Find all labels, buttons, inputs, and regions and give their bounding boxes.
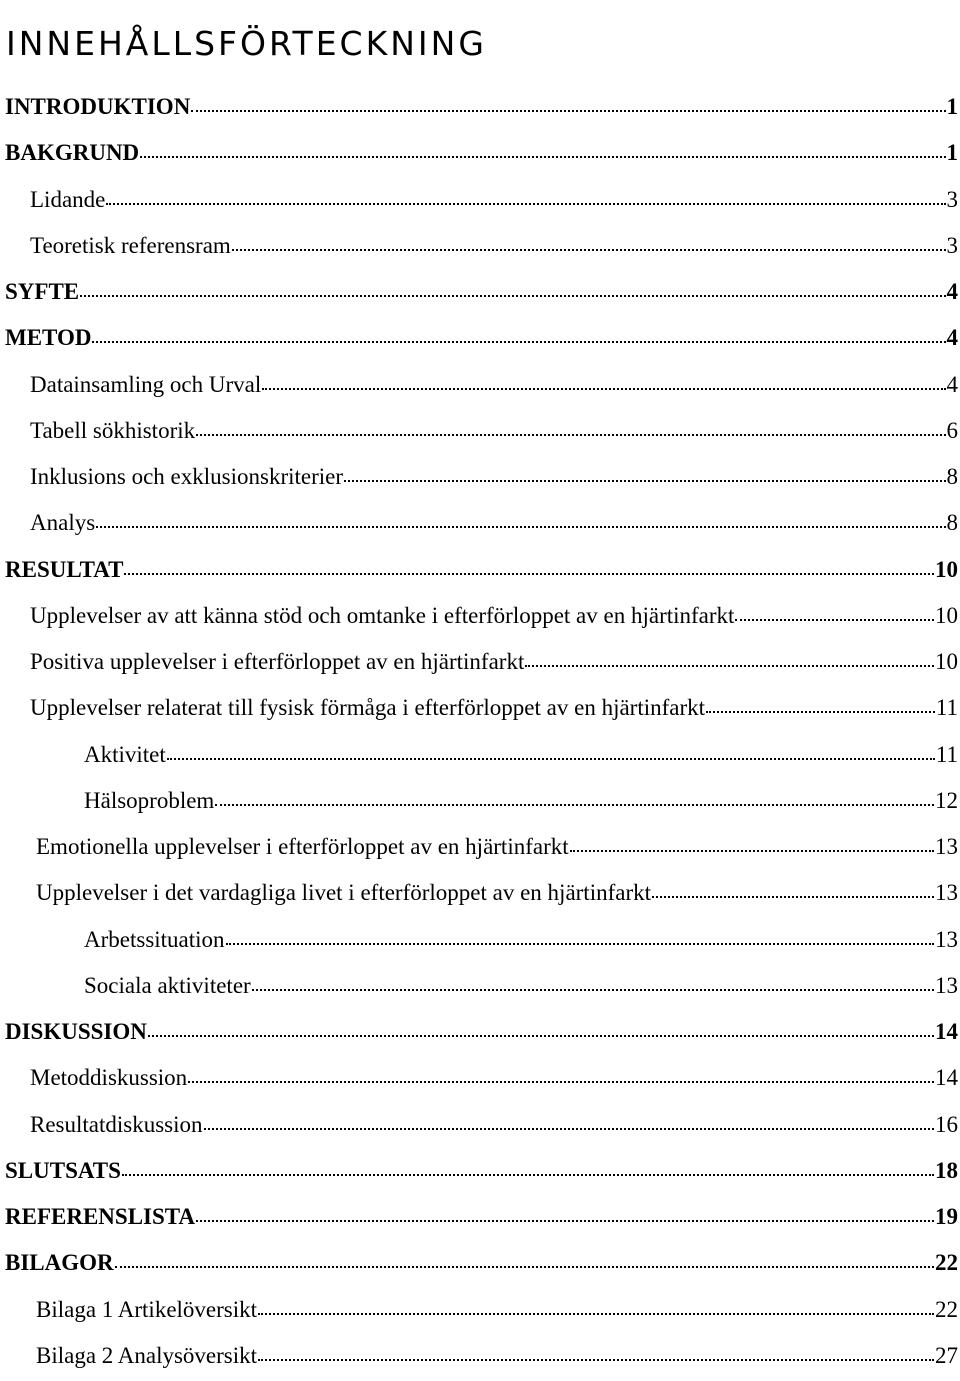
toc-entry-page: 13: [935, 880, 958, 906]
toc-entry-page: 16: [935, 1111, 958, 1137]
toc-entry-label: Emotionella upplevelser i efterförloppet av en hjärtinfarkt: [36, 834, 569, 859]
toc-entry[interactable]: [0, 734, 960, 780]
toc-entry[interactable]: [0, 1242, 960, 1288]
toc-entry-page: 6: [946, 417, 958, 443]
toc-entry-label: Upplevelser av att känna stöd och omtanke i efterförloppet av en hjärtinfarkt: [30, 602, 735, 628]
toc-entry[interactable]: [0, 317, 960, 363]
dot-leader: [262, 388, 945, 390]
toc-entry[interactable]: [0, 132, 960, 178]
toc-entry-page: 19: [935, 1204, 958, 1229]
toc-entry-label: Bilaga 1 Artikelöversikt: [36, 1296, 258, 1322]
dot-leader: [226, 943, 934, 945]
toc-entry-page: 22: [935, 1296, 958, 1322]
toc-entry-page: 22: [935, 1250, 958, 1276]
dot-leader: [167, 758, 935, 760]
toc-entry[interactable]: [0, 687, 960, 733]
toc-entry[interactable]: [0, 1104, 960, 1150]
toc-entry[interactable]: [0, 502, 960, 548]
dot-leader: [196, 434, 945, 436]
table-of-contents: [0, 86, 960, 1381]
dot-leader: [204, 1128, 934, 1130]
toc-entry[interactable]: [0, 179, 960, 225]
toc-entry[interactable]: [0, 225, 960, 271]
dot-leader: [258, 1313, 934, 1315]
toc-entry[interactable]: [0, 410, 960, 456]
toc-entry-label: Positiva upplevelser i efterförloppet av en hjärtinfarkt: [30, 649, 525, 674]
toc-entry[interactable]: [0, 780, 960, 826]
dot-leader: [80, 295, 945, 297]
toc-entry-page: 4: [946, 279, 958, 304]
toc-entry[interactable]: [0, 1196, 960, 1242]
toc-entry[interactable]: [0, 872, 960, 918]
toc-entry[interactable]: [0, 595, 960, 641]
toc-entry-page: 8: [946, 510, 958, 536]
toc-entry[interactable]: [0, 364, 960, 410]
toc-entry-label: Teoretisk referensram: [30, 232, 231, 258]
page-title: INNEHÅLLSFÖRTECKNING: [6, 24, 487, 64]
toc-entry[interactable]: [0, 456, 960, 502]
toc-entry-page: 12: [935, 787, 958, 813]
dot-leader: [652, 896, 934, 898]
toc-entry-label: DISKUSSION: [5, 1019, 147, 1044]
toc-entry-label: Hälsoproblem: [84, 787, 215, 813]
toc-entry-label: Inklusions och exklusionskriterier: [30, 464, 344, 489]
toc-entry-page: 3: [946, 232, 958, 258]
dot-leader: [148, 1035, 934, 1037]
dot-leader: [232, 249, 946, 251]
dot-leader: [525, 665, 934, 667]
toc-entry-page: 13: [935, 926, 958, 952]
toc-entry-label: Upplevelser i det vardagliga livet i efterförloppet av en hjärtinfarkt: [36, 880, 652, 906]
toc-entry-label: SLUTSATS: [5, 1157, 121, 1183]
toc-entry-label: METOD: [5, 325, 92, 351]
toc-entry-page: 10: [935, 602, 958, 628]
toc-entry[interactable]: [0, 641, 960, 687]
toc-entry-page: 3: [946, 186, 958, 212]
dot-leader: [106, 203, 945, 205]
toc-entry[interactable]: [0, 549, 960, 595]
toc-entry-label: Tabell sökhistorik: [30, 417, 196, 443]
toc-entry[interactable]: [0, 86, 960, 132]
toc-entry-page: 10: [935, 649, 958, 674]
toc-entry-label: REFERENSLISTA: [5, 1204, 196, 1229]
toc-entry[interactable]: [0, 919, 960, 965]
toc-entry-label: BILAGOR: [5, 1250, 114, 1276]
toc-entry[interactable]: [0, 826, 960, 872]
toc-entry-label: Datainsamling och Urval: [30, 371, 262, 397]
toc-entry-page: 14: [935, 1065, 958, 1091]
toc-entry-label: Arbetssituation: [84, 926, 225, 952]
dot-leader: [115, 1266, 934, 1268]
dot-leader: [706, 711, 935, 713]
dot-leader: [96, 526, 945, 528]
toc-entry-page: 11: [935, 741, 958, 767]
toc-entry-label: Resultatdiskussion: [30, 1111, 203, 1137]
toc-entry-page: 13: [935, 834, 958, 859]
toc-entry-page: 27: [935, 1342, 958, 1368]
toc-entry[interactable]: [0, 1150, 960, 1196]
toc-entry-label: Metoddiskussion: [30, 1065, 188, 1091]
dot-leader: [252, 989, 934, 991]
dot-leader: [124, 573, 934, 575]
toc-entry-page: 13: [935, 972, 958, 998]
toc-entry[interactable]: [0, 965, 960, 1011]
toc-entry-page: 8: [946, 464, 958, 489]
toc-entry-page: 4: [946, 371, 958, 397]
dot-leader: [92, 341, 945, 343]
toc-entry[interactable]: [0, 1057, 960, 1103]
toc-entry-label: BAKGRUND: [5, 140, 140, 166]
toc-entry-label: Analys: [30, 510, 96, 536]
toc-entry-label: Lidande: [30, 186, 106, 212]
dot-leader: [570, 850, 934, 852]
toc-entry-label: Upplevelser relaterat till fysisk förmåga i efterförloppet av en hjärtinfarkt: [30, 695, 706, 721]
dot-leader: [735, 619, 934, 621]
toc-entry-page: 4: [946, 325, 958, 351]
dot-leader: [188, 1081, 934, 1083]
dot-leader: [215, 804, 934, 806]
toc-entry[interactable]: [0, 271, 960, 317]
toc-entry-label: RESULTAT: [5, 556, 124, 582]
toc-entry[interactable]: [0, 1289, 960, 1335]
toc-entry-label: Sociala aktiviteter: [84, 972, 251, 998]
toc-entry-label: INTRODUKTION: [5, 94, 191, 119]
toc-entry-label: Aktivitet: [84, 741, 166, 767]
toc-entry-page: 1: [946, 140, 958, 166]
toc-entry-label: SYFTE: [5, 279, 80, 304]
toc-entry-page: 11: [935, 695, 958, 721]
toc-entry-page: 10: [935, 556, 958, 582]
dot-leader: [191, 110, 945, 112]
dot-leader: [122, 1174, 934, 1176]
toc-entry-page: 1: [946, 94, 958, 119]
toc-entry-label: Bilaga 2 Analysöversikt: [36, 1342, 258, 1368]
toc-entry[interactable]: [0, 1335, 960, 1381]
toc-entry-page: 14: [935, 1019, 958, 1044]
toc-entry-page: 18: [935, 1157, 958, 1183]
dot-leader: [258, 1359, 934, 1361]
dot-leader: [140, 156, 945, 158]
toc-entry[interactable]: [0, 1011, 960, 1057]
dot-leader: [196, 1220, 934, 1222]
dot-leader: [344, 480, 945, 482]
